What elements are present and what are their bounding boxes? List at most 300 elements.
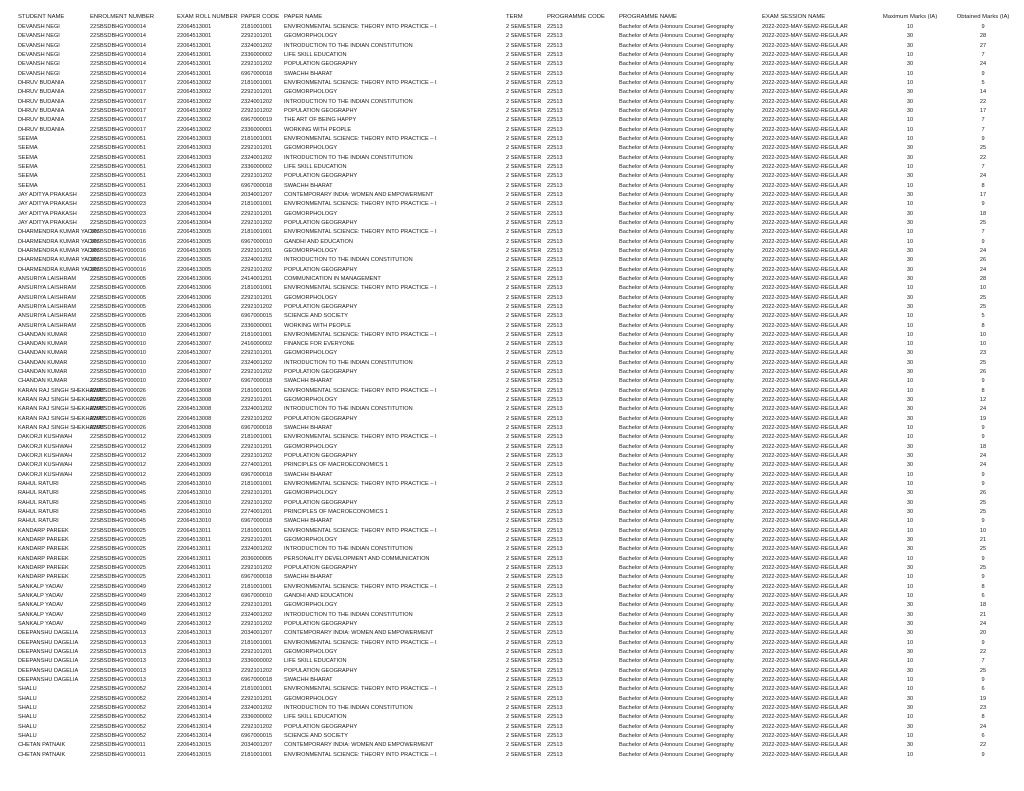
obtained-marks-cell: 6: [981, 593, 985, 600]
col-header-programme-name: PROGRAMME NAME: [619, 14, 677, 20]
programme-name-cell: Bachelor of Arts (Honours Course) Geography: [619, 565, 734, 572]
paper-name-cell: LIFE SKILL EDUCATION: [284, 714, 347, 721]
programme-code-cell: 22513: [547, 266, 563, 273]
student-name-cell: KANDARP PAREEK: [18, 527, 69, 534]
obtained-marks-cell: 8: [981, 387, 985, 394]
maximum-marks-cell: 30: [906, 546, 914, 553]
paper-code-cell: 2416000002: [241, 341, 273, 348]
student-name-cell: JAY ADITYA PRAKASH: [18, 201, 77, 208]
programme-code-cell: 22513: [547, 471, 563, 478]
programme-name-cell: Bachelor of Arts (Honours Course) Geography: [619, 658, 734, 665]
programme-name-cell: Bachelor of Arts (Honours Course) Geography: [619, 621, 734, 627]
maximum-marks-cell: 10: [906, 201, 914, 208]
student-name-cell: CHANDAN KUMAR: [18, 350, 68, 357]
paper-name-cell: GEOMORPHOLOGY: [284, 695, 338, 702]
paper-code-cell: 2292101202: [241, 723, 273, 730]
term-cell: 2 SEMESTER: [506, 397, 542, 404]
exam-session-cell: 2022-2023-MAY-SEM2-REGULAR: [762, 303, 848, 310]
student-name-cell: ANSURIYA LAISHRAM: [18, 294, 77, 301]
exam-session-cell: 2022-2023-MAY-SEM2-REGULAR: [762, 704, 848, 711]
obtained-marks-cell: 7: [981, 658, 985, 665]
enrolment-number-cell: 22SBSDBHGY000013: [90, 667, 146, 674]
term-cell: 2 SEMESTER: [506, 107, 542, 114]
paper-code-cell: 2324001202: [241, 98, 273, 105]
exam-roll-number-cell: 22064513010: [177, 481, 212, 488]
enrolment-number-cell: 22SBSDBHGY000052: [90, 695, 146, 702]
obtained-marks-cell: 18: [979, 443, 987, 450]
student-name-cell: DAKORJI KUSHWAH: [18, 434, 73, 441]
obtained-marks-cell: 9: [981, 425, 985, 432]
col-header-maximum-marks: Maximum Marks (IA): [882, 14, 938, 20]
maximum-marks-cell: 10: [906, 471, 914, 478]
enrolment-number-cell: 22SBSDBHGY000023: [90, 210, 146, 217]
obtained-marks-cell: 18: [979, 210, 987, 217]
obtained-marks-cell: 27: [979, 42, 987, 49]
paper-code-cell: 6967000010: [241, 238, 273, 245]
paper-name-cell: ENVIRONMENTAL SCIENCE: THEORY INTO PRACTICE – I: [284, 639, 437, 646]
term-cell: 2 SEMESTER: [506, 751, 542, 758]
obtained-marks-cell: 22: [979, 648, 987, 655]
student-name-cell: DAKORJI KUSHWAH: [18, 471, 73, 478]
paper-name-cell: SWACHH BHARAT: [284, 70, 333, 77]
enrolment-number-cell: 22SBSDBHGY000049: [90, 611, 146, 618]
paper-name-cell: SCIENCE AND SOCIETY: [284, 732, 349, 739]
paper-code-cell: 2324001202: [241, 42, 273, 49]
programme-name-cell: Bachelor of Arts (Honours Course) Geography: [619, 98, 734, 105]
enrolment-number-cell: 22SBSDBHGY000012: [90, 462, 146, 469]
paper-code-cell: 2292101202: [241, 303, 273, 310]
programme-name-cell: Bachelor of Arts (Honours Course) Geography: [619, 89, 734, 96]
maximum-marks-cell: 30: [906, 695, 914, 702]
programme-name-cell: Bachelor of Arts (Honours Course) Geography: [619, 630, 734, 637]
exam-roll-number-cell: 22064513011: [177, 537, 211, 544]
paper-code-cell: 2292101202: [241, 565, 273, 572]
paper-code-cell: 2292101201: [241, 294, 273, 301]
exam-roll-number-cell: 22064513008: [177, 425, 212, 432]
exam-session-cell: 2022-2023-MAY-SEM2-REGULAR: [762, 42, 848, 49]
obtained-marks-cell: 26: [979, 490, 987, 497]
paper-name-cell: ENVIRONMENTAL SCIENCE: THEORY INTO PRACTICE – I: [284, 285, 437, 292]
paper-code-cell: 2181001001: [241, 434, 273, 441]
exam-roll-number-cell: 22064513006: [177, 303, 212, 310]
exam-roll-number-cell: 22064513011: [177, 574, 211, 581]
enrolment-number-cell: 22SBSDBHGY000013: [90, 676, 146, 683]
programme-name-cell: Bachelor of Arts (Honours Course) Geography: [619, 313, 734, 320]
term-cell: 2 SEMESTER: [506, 266, 542, 273]
obtained-marks-cell: 9: [981, 751, 985, 758]
student-name-cell: KANDARP PAREEK: [18, 555, 69, 562]
programme-code-cell: 22513: [547, 639, 563, 646]
exam-session-cell: 2022-2023-MAY-SEM2-REGULAR: [762, 565, 848, 572]
term-cell: 2 SEMESTER: [506, 434, 542, 441]
exam-session-cell: 2022-2023-MAY-SEM2-REGULAR: [762, 593, 848, 600]
paper-name-cell: ENVIRONMENTAL SCIENCE: THEORY INTO PRACTICE – I: [284, 135, 437, 142]
term-cell: 2 SEMESTER: [506, 723, 542, 730]
paper-name-cell: ENVIRONMENTAL SCIENCE: THEORY INTO PRACTICE – I: [284, 583, 437, 590]
programme-code-cell: 22513: [547, 135, 563, 142]
term-cell: 2 SEMESTER: [506, 574, 542, 581]
programme-code-cell: 22513: [547, 714, 563, 721]
term-cell: 2 SEMESTER: [506, 24, 542, 30]
programme-code-cell: 22513: [547, 33, 563, 40]
paper-code-cell: 2292101201: [241, 443, 273, 450]
paper-name-cell: THE ART OF BEING HAPPY: [284, 117, 357, 124]
paper-code-cell: 2336000001: [241, 322, 273, 329]
table-row: [18, 32, 1018, 41]
paper-name-cell: SWACHH BHARAT: [284, 425, 333, 432]
paper-name-cell: POPULATION GEOGRAPHY: [284, 565, 358, 572]
programme-code-cell: 22513: [547, 611, 563, 618]
obtained-marks-cell: 8: [981, 322, 985, 329]
student-name-cell: DEVANSH NEGI: [18, 51, 60, 58]
paper-code-cell: 2292101201: [241, 648, 273, 655]
term-cell: 2 SEMESTER: [506, 257, 542, 264]
student-name-cell: DEEPANSHU DAGELIA: [18, 630, 79, 637]
paper-code-cell: 6967000018: [241, 182, 273, 189]
programme-code-cell: 22513: [547, 210, 563, 217]
programme-code-cell: 22513: [547, 648, 563, 655]
table-row: [18, 555, 1018, 564]
maximum-marks-cell: 30: [906, 266, 914, 273]
programme-name-cell: Bachelor of Arts (Honours Course) Geography: [619, 210, 734, 217]
term-cell: 2 SEMESTER: [506, 732, 542, 739]
paper-code-cell: 6967000010: [241, 593, 273, 600]
programme-code-cell: 22513: [547, 751, 563, 758]
table-row: [18, 452, 1018, 461]
exam-roll-number-cell: 22064513002: [177, 79, 212, 86]
enrolment-number-cell: 22SBSDBHGY000051: [90, 163, 146, 170]
paper-code-cell: 2292101202: [241, 369, 273, 376]
programme-code-cell: 22513: [547, 107, 563, 114]
obtained-marks-cell: 25: [979, 565, 987, 572]
programme-name-cell: Bachelor of Arts (Honours Course) Geography: [619, 639, 734, 646]
exam-roll-number-cell: 22064513005: [177, 257, 212, 264]
programme-name-cell: Bachelor of Arts (Honours Course) Geography: [619, 322, 734, 329]
programme-name-cell: Bachelor of Arts (Honours Course) Geography: [619, 667, 734, 674]
maximum-marks-cell: 30: [906, 107, 914, 114]
programme-code-cell: 22513: [547, 341, 563, 348]
term-cell: 2 SEMESTER: [506, 546, 542, 553]
exam-session-cell: 2022-2023-MAY-SEM2-REGULAR: [762, 191, 848, 198]
enrolment-number-cell: 22SBSDBHGY000017: [90, 79, 146, 86]
paper-name-cell: ENVIRONMENTAL SCIENCE: THEORY INTO PRACTICE – I: [284, 387, 437, 394]
programme-name-cell: Bachelor of Arts (Honours Course) Geography: [619, 443, 734, 450]
paper-code-cell: 2181001001: [241, 331, 273, 338]
paper-code-cell: 2292101201: [241, 33, 273, 40]
paper-code-cell: 6967000018: [241, 378, 273, 385]
programme-name-cell: Bachelor of Arts (Honours Course) Geography: [619, 434, 734, 441]
table-row: [18, 713, 1018, 722]
programme-code-cell: 22513: [547, 527, 563, 534]
table-row: [18, 284, 1018, 293]
term-cell: 2 SEMESTER: [506, 602, 542, 609]
paper-name-cell: LIFE SKILL EDUCATION: [284, 658, 347, 665]
exam-session-cell: 2022-2023-MAY-SEM2-REGULAR: [762, 387, 848, 394]
maximum-marks-cell: 30: [906, 704, 914, 711]
table-row: [18, 461, 1018, 470]
programme-name-cell: Bachelor of Arts (Honours Course) Geography: [619, 303, 734, 310]
term-cell: 2 SEMESTER: [506, 462, 542, 469]
paper-code-cell: 2181001001: [241, 135, 273, 142]
obtained-marks-cell: 28: [979, 33, 987, 40]
table-row: [18, 601, 1018, 610]
exam-session-cell: 2022-2023-MAY-SEM2-REGULAR: [762, 471, 848, 478]
obtained-marks-cell: 28: [979, 275, 987, 282]
exam-roll-number-cell: 22064513013: [177, 676, 212, 683]
paper-code-cell: 2036000005: [241, 555, 273, 562]
exam-roll-number-cell: 22064513003: [177, 135, 212, 142]
programme-code-cell: 22513: [547, 453, 563, 460]
student-name-cell: KARAN RAJ SINGH SHEKHAWAT: [18, 425, 105, 432]
term-cell: 2 SEMESTER: [506, 583, 542, 590]
maximum-marks-cell: 10: [906, 229, 914, 236]
paper-name-cell: GANDHI AND EDUCATION: [284, 238, 353, 245]
exam-session-cell: 2022-2023-MAY-SEM2-REGULAR: [762, 331, 848, 338]
enrolment-number-cell: 22SBSDBHGY000051: [90, 182, 146, 189]
obtained-marks-cell: 24: [979, 723, 987, 730]
obtained-marks-cell: 9: [981, 639, 985, 646]
exam-roll-number-cell: 22064513001: [177, 51, 212, 58]
programme-code-cell: 22513: [547, 24, 563, 30]
obtained-marks-cell: 7: [981, 117, 985, 124]
maximum-marks-cell: 10: [906, 378, 914, 385]
exam-roll-number-cell: 22064513004: [177, 210, 212, 217]
exam-roll-number-cell: 22064513006: [177, 275, 212, 282]
paper-name-cell: INTRODUCTION TO THE INDIAN CONSTITUTION: [284, 704, 413, 711]
obtained-marks-cell: 9: [981, 70, 985, 77]
term-cell: 2 SEMESTER: [506, 742, 542, 749]
enrolment-number-cell: 22SBSDBHGY000016: [90, 247, 146, 254]
programme-name-cell: Bachelor of Arts (Honours Course) Geography: [619, 732, 734, 739]
table-row: [18, 303, 1018, 312]
student-name-cell: DEVANSH NEGI: [18, 61, 60, 68]
obtained-marks-cell: 25: [979, 499, 987, 506]
programme-code-cell: 22513: [547, 434, 563, 441]
maximum-marks-cell: 30: [906, 42, 914, 49]
exam-session-cell: 2022-2023-MAY-SEM2-REGULAR: [762, 294, 848, 301]
term-cell: 2 SEMESTER: [506, 191, 542, 198]
obtained-marks-cell: 22: [979, 742, 987, 749]
maximum-marks-cell: 30: [906, 247, 914, 254]
paper-code-cell: 2292101201: [241, 210, 273, 217]
table-row: [18, 695, 1018, 704]
paper-name-cell: PRINCIPLES OF MACROECONOMICS 1: [284, 509, 389, 516]
table-row: [18, 191, 1018, 200]
term-cell: 2 SEMESTER: [506, 135, 542, 142]
programme-code-cell: 22513: [547, 79, 563, 86]
student-name-cell: CHANDAN KUMAR: [18, 331, 68, 338]
enrolment-number-cell: 22SBSDBHGY000049: [90, 602, 146, 609]
programme-code-cell: 22513: [547, 61, 563, 68]
programme-name-cell: Bachelor of Arts (Honours Course) Geography: [619, 574, 734, 581]
maximum-marks-cell: 30: [906, 257, 914, 264]
table-row: [18, 172, 1018, 181]
paper-name-cell: GEOMORPHOLOGY: [284, 443, 338, 450]
enrolment-number-cell: 22SBSDBHGY000014: [90, 42, 146, 49]
student-name-cell: SHALU: [18, 695, 37, 702]
programme-name-cell: Bachelor of Arts (Honours Course) Geography: [619, 425, 734, 432]
term-cell: 2 SEMESTER: [506, 714, 542, 721]
programme-name-cell: Bachelor of Arts (Honours Course) Geography: [619, 378, 734, 385]
student-name-cell: DEVANSH NEGI: [18, 42, 60, 49]
exam-session-cell: 2022-2023-MAY-SEM2-REGULAR: [762, 481, 848, 488]
maximum-marks-cell: 30: [906, 303, 914, 310]
col-header-exam-session-name: EXAM SESSION NAME: [762, 14, 826, 20]
paper-name-cell: CONTEMPORARY INDIA: WOMEN AND EMPOWERMENT: [284, 191, 434, 198]
paper-code-cell: 2181001001: [241, 527, 273, 534]
programme-code-cell: 22513: [547, 303, 563, 310]
exam-roll-number-cell: 22064513012: [177, 593, 212, 600]
table-row: [18, 723, 1018, 732]
maximum-marks-cell: 10: [906, 481, 914, 488]
maximum-marks-cell: 30: [906, 490, 914, 497]
obtained-marks-cell: 17: [979, 191, 987, 198]
programme-code-cell: 22513: [547, 51, 563, 58]
student-name-cell: ANSURIYA LAISHRAM: [18, 322, 77, 329]
programme-code-cell: 22513: [547, 313, 563, 320]
enrolment-number-cell: 22SBSDBHGY000005: [90, 322, 146, 329]
table-row: [18, 396, 1018, 405]
student-name-cell: CHETAN PATNAIK: [18, 751, 66, 758]
obtained-marks-cell: 5: [981, 79, 985, 86]
obtained-marks-cell: 8: [981, 714, 985, 721]
programme-name-cell: Bachelor of Arts (Honours Course) Geography: [619, 191, 734, 198]
obtained-marks-cell: 9: [981, 555, 985, 562]
programme-code-cell: 22513: [547, 42, 563, 49]
exam-session-cell: 2022-2023-MAY-SEM2-REGULAR: [762, 359, 848, 366]
exam-roll-number-cell: 22064513012: [177, 583, 212, 590]
exam-session-cell: 2022-2023-MAY-SEM2-REGULAR: [762, 369, 848, 376]
term-cell: 2 SEMESTER: [506, 173, 542, 180]
table-row: [18, 489, 1018, 498]
programme-code-cell: 22513: [547, 695, 563, 702]
term-cell: 2 SEMESTER: [506, 658, 542, 665]
paper-name-cell: GEOMORPHOLOGY: [284, 537, 338, 544]
obtained-marks-cell: 9: [981, 201, 985, 208]
student-name-cell: DHARMENDRA KUMAR YADAV: [18, 266, 100, 273]
table-row: [18, 751, 1018, 760]
student-name-cell: SANKALP YADAV: [18, 621, 64, 627]
exam-roll-number-cell: 22064513005: [177, 229, 212, 236]
paper-code-cell: 6967000019: [241, 117, 273, 124]
obtained-marks-cell: 26: [979, 369, 987, 376]
student-name-cell: CHANDAN KUMAR: [18, 359, 68, 366]
term-cell: 2 SEMESTER: [506, 359, 542, 366]
exam-session-cell: 2022-2023-MAY-SEM2-REGULAR: [762, 658, 848, 665]
paper-name-cell: POPULATION GEOGRAPHY: [284, 219, 358, 226]
programme-code-cell: 22513: [547, 331, 563, 338]
enrolment-number-cell: 22SBSDBHGY000013: [90, 639, 146, 646]
maximum-marks-cell: 10: [906, 135, 914, 142]
term-cell: 2 SEMESTER: [506, 453, 542, 460]
maximum-marks-cell: 30: [906, 537, 914, 544]
term-cell: 2 SEMESTER: [506, 229, 542, 236]
paper-code-cell: 2181001001: [241, 686, 273, 693]
table-row: [18, 349, 1018, 358]
enrolment-number-cell: 22SBSDBHGY000012: [90, 471, 146, 478]
programme-name-cell: Bachelor of Arts (Honours Course) Geography: [619, 387, 734, 394]
enrolment-number-cell: 22SBSDBHGY000017: [90, 107, 146, 114]
student-name-cell: DHARMENDRA KUMAR YADAV: [18, 229, 100, 236]
student-name-cell: KANDARP PAREEK: [18, 546, 69, 553]
table-header: [18, 12, 1018, 23]
programme-code-cell: 22513: [547, 425, 563, 432]
student-name-cell: CHANDAN KUMAR: [18, 378, 68, 385]
paper-name-cell: POPULATION GEOGRAPHY: [284, 107, 358, 114]
maximum-marks-cell: 30: [906, 154, 914, 161]
maximum-marks-cell: 10: [906, 676, 914, 683]
paper-code-cell: 2181001001: [241, 387, 273, 394]
table-row: [18, 527, 1018, 536]
paper-name-cell: POPULATION GEOGRAPHY: [284, 621, 358, 627]
exam-session-cell: 2022-2023-MAY-SEM2-REGULAR: [762, 173, 848, 180]
maximum-marks-cell: 10: [906, 732, 914, 739]
paper-code-cell: 2274001201: [241, 509, 273, 516]
table-row: [18, 322, 1018, 331]
paper-code-cell: 2292101202: [241, 219, 273, 226]
paper-name-cell: SCIENCE AND SOCIETY: [284, 313, 349, 320]
student-name-cell: KARAN RAJ SINGH SHEKHAWAT: [18, 387, 105, 394]
exam-session-cell: 2022-2023-MAY-SEM2-REGULAR: [762, 247, 848, 254]
enrolment-number-cell: 22SBSDBHGY000045: [90, 509, 146, 516]
col-header-exam-roll-number: EXAM ROLL NUMBER: [177, 14, 238, 20]
maximum-marks-cell: 10: [906, 341, 914, 348]
programme-name-cell: Bachelor of Arts (Honours Course) Geography: [619, 714, 734, 721]
maximum-marks-cell: 10: [906, 583, 914, 590]
exam-roll-number-cell: 22064513013: [177, 630, 212, 637]
paper-name-cell: GEOMORPHOLOGY: [284, 397, 338, 404]
student-name-cell: SEEMA: [18, 135, 38, 142]
paper-code-cell: 2292101202: [241, 415, 273, 422]
exam-roll-number-cell: 22064513007: [177, 359, 212, 366]
obtained-marks-cell: 23: [979, 704, 987, 711]
paper-name-cell: GEOMORPHOLOGY: [284, 210, 338, 217]
programme-name-cell: Bachelor of Arts (Honours Course) Geography: [619, 117, 734, 124]
programme-name-cell: Bachelor of Arts (Honours Course) Geography: [619, 676, 734, 683]
exam-session-cell: 2022-2023-MAY-SEM2-REGULAR: [762, 490, 848, 497]
student-name-cell: KANDARP PAREEK: [18, 574, 69, 581]
obtained-marks-cell: 6: [981, 686, 985, 693]
table-row: [18, 368, 1018, 377]
col-header-term: TERM: [506, 14, 523, 20]
paper-name-cell: WORKING WITH PEOPLE: [284, 126, 352, 133]
programme-name-cell: Bachelor of Arts (Honours Course) Geography: [619, 331, 734, 338]
enrolment-number-cell: 22SBSDBHGY000051: [90, 154, 146, 161]
programme-name-cell: Bachelor of Arts (Honours Course) Geography: [619, 285, 734, 292]
term-cell: 2 SEMESTER: [506, 154, 542, 161]
paper-code-cell: 2181001001: [241, 639, 273, 646]
exam-session-cell: 2022-2023-MAY-SEM2-REGULAR: [762, 51, 848, 58]
exam-session-cell: 2022-2023-MAY-SEM2-REGULAR: [762, 61, 848, 68]
obtained-marks-cell: 24: [979, 621, 987, 627]
programme-code-cell: 22513: [547, 537, 563, 544]
table-row: [18, 443, 1018, 452]
paper-code-cell: 2034001207: [241, 742, 273, 749]
paper-name-cell: ENVIRONMENTAL SCIENCE: THEORY INTO PRACTICE – I: [284, 434, 437, 441]
obtained-marks-cell: 8: [981, 583, 985, 590]
exam-session-cell: 2022-2023-MAY-SEM2-REGULAR: [762, 509, 848, 516]
enrolment-number-cell: 22SBSDBHGY000011: [90, 742, 146, 749]
enrolment-number-cell: 22SBSDBHGY000052: [90, 723, 146, 730]
exam-session-cell: 2022-2023-MAY-SEM2-REGULAR: [762, 732, 848, 739]
enrolment-number-cell: 22SBSDBHGY000016: [90, 238, 146, 245]
obtained-marks-cell: 6: [981, 732, 985, 739]
maximum-marks-cell: 30: [906, 294, 914, 301]
maximum-marks-cell: 30: [906, 219, 914, 226]
programme-code-cell: 22513: [547, 359, 563, 366]
exam-session-cell: 2022-2023-MAY-SEM2-REGULAR: [762, 462, 848, 469]
paper-code-cell: 2324001202: [241, 546, 273, 553]
